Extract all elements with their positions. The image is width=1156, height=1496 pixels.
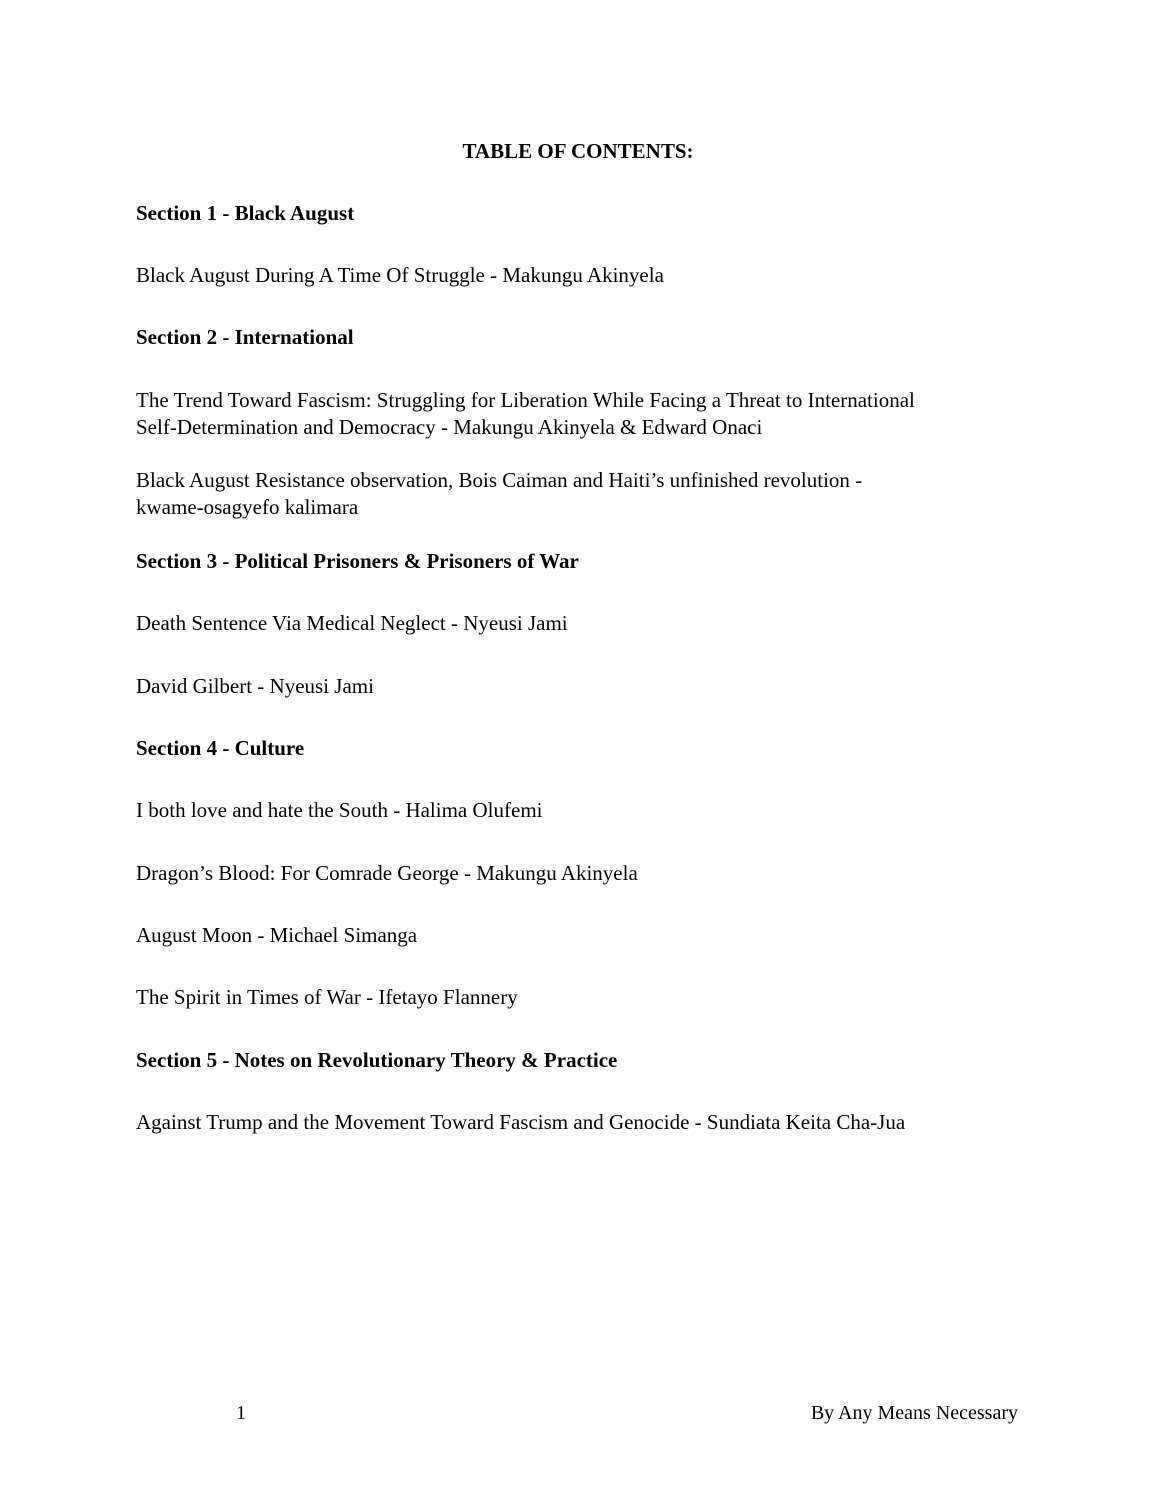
toc-entry-continued: kwame-osagyefo kalimara	[136, 495, 359, 519]
toc-entry-continued: Self-Determination and Democracy - Makungu Akinyela & Edward Onaci	[136, 415, 763, 439]
toc-entry: Black August Resistance observation, Bois Caiman and Haiti’s unfinished revolution -	[136, 468, 863, 492]
toc-entry: Dragon’s Blood: For Comrade George - Makungu Akinyela	[136, 861, 638, 885]
section-heading: Section 1 - Black August	[136, 201, 355, 225]
section-heading: Section 4 - Culture	[136, 736, 305, 760]
toc-entry: The Spirit in Times of War - Ifetayo Flannery	[136, 985, 518, 1009]
toc-entry: David Gilbert - Nyeusi Jami	[136, 674, 374, 698]
toc-entry: Black August During A Time Of Struggle - Makungu Akinyela	[136, 263, 664, 287]
toc-entry: Against Trump and the Movement Toward Fascism and Genocide - Sundiata Keita Cha-Jua	[136, 1110, 906, 1134]
toc-entry: Death Sentence Via Medical Neglect - Nyeusi Jami	[136, 611, 568, 635]
page-title: TABLE OF CONTENTS:	[462, 139, 694, 163]
section-heading: Section 2 - International	[136, 325, 354, 349]
publication-name: By Any Means Necessary	[810, 1402, 1018, 1424]
toc-entry: August Moon - Michael Simanga	[136, 923, 418, 947]
section-heading: Section 3 - Political Prisoners & Prisoners of War	[136, 549, 579, 573]
page-number: 1	[236, 1402, 246, 1424]
section-heading: Section 5 - Notes on Revolutionary Theory & Practice	[136, 1048, 618, 1072]
toc-entry: The Trend Toward Fascism: Struggling for Liberation While Facing a Threat to International	[136, 388, 915, 412]
toc-entry: I both love and hate the South - Halima Olufemi	[136, 798, 543, 822]
